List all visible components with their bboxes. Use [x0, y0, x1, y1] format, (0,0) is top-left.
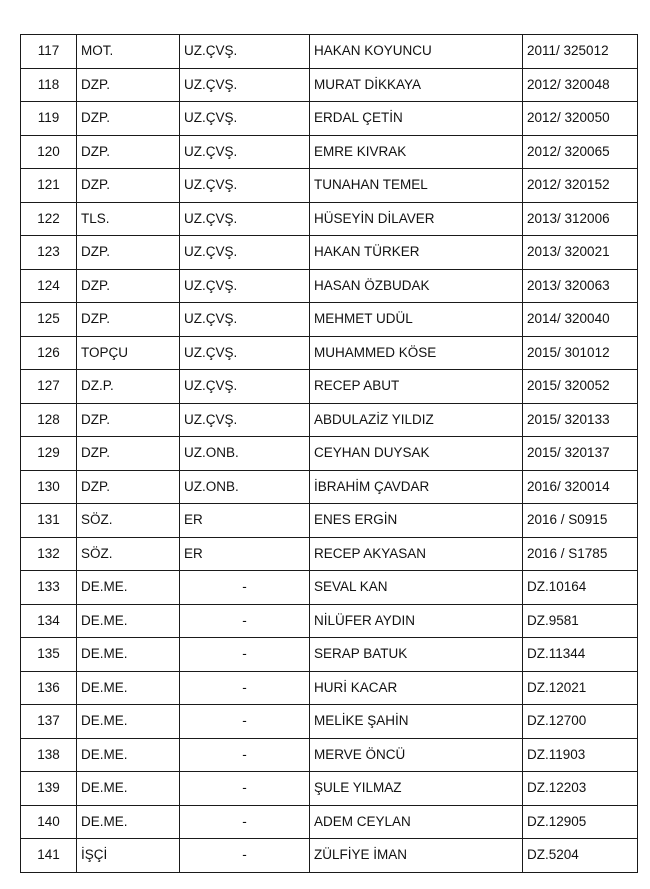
row-number: 128 — [21, 403, 77, 437]
full-name-cell: SEVAL KAN — [310, 571, 523, 605]
rank-cell: UZ.ÇVŞ. — [180, 35, 310, 69]
registry-number-cell: DZ.5204 — [523, 839, 638, 873]
registry-number-cell: 2015/ 320052 — [523, 370, 638, 404]
registry-number-cell: 2015/ 301012 — [523, 336, 638, 370]
row-number: 141 — [21, 839, 77, 873]
registry-number-cell: DZ.11903 — [523, 738, 638, 772]
row-number: 136 — [21, 671, 77, 705]
branch-cell: DZP. — [77, 470, 180, 504]
branch-cell: DZP. — [77, 403, 180, 437]
row-number: 130 — [21, 470, 77, 504]
row-number: 135 — [21, 638, 77, 672]
row-number: 126 — [21, 336, 77, 370]
branch-cell: DE.ME. — [77, 671, 180, 705]
branch-cell: TOPÇU — [77, 336, 180, 370]
branch-cell: DZP. — [77, 269, 180, 303]
registry-number-cell: 2013/ 320063 — [523, 269, 638, 303]
rank-cell: UZ.ONB. — [180, 470, 310, 504]
row-number: 123 — [21, 236, 77, 270]
registry-number-cell: 2012/ 320065 — [523, 135, 638, 169]
rank-cell: - — [180, 604, 310, 638]
branch-cell: DZP. — [77, 169, 180, 203]
row-number: 134 — [21, 604, 77, 638]
full-name-cell: HAKAN TÜRKER — [310, 236, 523, 270]
full-name-cell: İBRAHİM ÇAVDAR — [310, 470, 523, 504]
table-row — [21, 604, 638, 638]
rank-cell: ER — [180, 504, 310, 538]
table-row — [21, 135, 638, 169]
full-name-cell: SERAP BATUK — [310, 638, 523, 672]
row-number: 127 — [21, 370, 77, 404]
rank-cell: UZ.ÇVŞ. — [180, 336, 310, 370]
rank-cell: UZ.ÇVŞ. — [180, 102, 310, 136]
table-row — [21, 236, 638, 270]
full-name-cell: ZÜLFİYE İMAN — [310, 839, 523, 873]
row-number: 120 — [21, 135, 77, 169]
registry-number-cell: DZ.10164 — [523, 571, 638, 605]
table-row — [21, 571, 638, 605]
table-row — [21, 269, 638, 303]
table-row — [21, 370, 638, 404]
row-number: 137 — [21, 705, 77, 739]
rank-cell: UZ.ÇVŞ. — [180, 303, 310, 337]
table-row — [21, 169, 638, 203]
row-number: 132 — [21, 537, 77, 571]
table-row — [21, 403, 638, 437]
table-row — [21, 772, 638, 806]
registry-number-cell: DZ.11344 — [523, 638, 638, 672]
branch-cell: DZP. — [77, 437, 180, 471]
table-row — [21, 336, 638, 370]
branch-cell: DE.ME. — [77, 571, 180, 605]
branch-cell: MOT. — [77, 35, 180, 69]
full-name-cell: HASAN ÖZBUDAK — [310, 269, 523, 303]
branch-cell: DZP. — [77, 68, 180, 102]
full-name-cell: ŞULE YILMAZ — [310, 772, 523, 806]
rank-cell: - — [180, 772, 310, 806]
table-row — [21, 671, 638, 705]
branch-cell: DE.ME. — [77, 604, 180, 638]
table-row — [21, 437, 638, 471]
row-number: 133 — [21, 571, 77, 605]
branch-cell: DE.ME. — [77, 772, 180, 806]
rank-cell: UZ.ÇVŞ. — [180, 202, 310, 236]
table-row — [21, 202, 638, 236]
rank-cell: - — [180, 839, 310, 873]
full-name-cell: HAKAN KOYUNCU — [310, 35, 523, 69]
registry-number-cell: 2013/ 320021 — [523, 236, 638, 270]
rank-cell: - — [180, 738, 310, 772]
row-number: 131 — [21, 504, 77, 538]
row-number: 122 — [21, 202, 77, 236]
rank-cell: UZ.ÇVŞ. — [180, 403, 310, 437]
branch-cell: DZ.P. — [77, 370, 180, 404]
registry-number-cell: 2012/ 320152 — [523, 169, 638, 203]
full-name-cell: CEYHAN DUYSAK — [310, 437, 523, 471]
document-page — [20, 34, 632, 873]
full-name-cell: TUNAHAN TEMEL — [310, 169, 523, 203]
branch-cell: DZP. — [77, 102, 180, 136]
registry-number-cell: DZ.12700 — [523, 705, 638, 739]
table-row — [21, 35, 638, 69]
table-row — [21, 537, 638, 571]
rank-cell: UZ.ÇVŞ. — [180, 370, 310, 404]
row-number: 124 — [21, 269, 77, 303]
full-name-cell: RECEP AKYASAN — [310, 537, 523, 571]
row-number: 140 — [21, 805, 77, 839]
branch-cell: DZP. — [77, 135, 180, 169]
registry-number-cell: 2016 / S0915 — [523, 504, 638, 538]
branch-cell: DE.ME. — [77, 705, 180, 739]
table-row — [21, 102, 638, 136]
registry-number-cell: 2012/ 320048 — [523, 68, 638, 102]
row-number: 139 — [21, 772, 77, 806]
branch-cell: DE.ME. — [77, 738, 180, 772]
rank-cell: ER — [180, 537, 310, 571]
registry-number-cell: DZ.12905 — [523, 805, 638, 839]
full-name-cell: MELİKE ŞAHİN — [310, 705, 523, 739]
full-name-cell: MURAT DİKKAYA — [310, 68, 523, 102]
table-row — [21, 839, 638, 873]
table-row — [21, 470, 638, 504]
table-row — [21, 68, 638, 102]
full-name-cell: ADEM CEYLAN — [310, 805, 523, 839]
rank-cell: UZ.ÇVŞ. — [180, 269, 310, 303]
branch-cell: TLS. — [77, 202, 180, 236]
registry-number-cell: 2015/ 320133 — [523, 403, 638, 437]
rank-cell: - — [180, 671, 310, 705]
full-name-cell: ABDULAZİZ YILDIZ — [310, 403, 523, 437]
personnel-table-body — [21, 35, 638, 873]
branch-cell: DE.ME. — [77, 638, 180, 672]
registry-number-cell: 2015/ 320137 — [523, 437, 638, 471]
row-number: 121 — [21, 169, 77, 203]
row-number: 119 — [21, 102, 77, 136]
branch-cell: SÖZ. — [77, 537, 180, 571]
branch-cell: SÖZ. — [77, 504, 180, 538]
full-name-cell: MEHMET UDÜL — [310, 303, 523, 337]
registry-number-cell: DZ.9581 — [523, 604, 638, 638]
personnel-table — [20, 34, 638, 873]
full-name-cell: MUHAMMED KÖSE — [310, 336, 523, 370]
registry-number-cell: 2016/ 320014 — [523, 470, 638, 504]
rank-cell: UZ.ÇVŞ. — [180, 135, 310, 169]
rank-cell: UZ.ONB. — [180, 437, 310, 471]
rank-cell: - — [180, 571, 310, 605]
row-number: 125 — [21, 303, 77, 337]
registry-number-cell: 2012/ 320050 — [523, 102, 638, 136]
branch-cell: DZP. — [77, 303, 180, 337]
table-row — [21, 738, 638, 772]
full-name-cell: NİLÜFER AYDIN — [310, 604, 523, 638]
rank-cell: - — [180, 705, 310, 739]
full-name-cell: HURİ KACAR — [310, 671, 523, 705]
full-name-cell: HÜSEYİN DİLAVER — [310, 202, 523, 236]
branch-cell: DZP. — [77, 236, 180, 270]
rank-cell: - — [180, 805, 310, 839]
registry-number-cell: 2013/ 312006 — [523, 202, 638, 236]
registry-number-cell: 2016 / S1785 — [523, 537, 638, 571]
table-row — [21, 303, 638, 337]
full-name-cell: ERDAL ÇETİN — [310, 102, 523, 136]
full-name-cell: MERVE ÖNCÜ — [310, 738, 523, 772]
full-name-cell: EMRE KIVRAK — [310, 135, 523, 169]
table-row — [21, 504, 638, 538]
branch-cell: DE.ME. — [77, 805, 180, 839]
full-name-cell: ENES ERGİN — [310, 504, 523, 538]
table-row — [21, 705, 638, 739]
registry-number-cell: DZ.12021 — [523, 671, 638, 705]
full-name-cell: RECEP ABUT — [310, 370, 523, 404]
registry-number-cell: DZ.12203 — [523, 772, 638, 806]
row-number: 138 — [21, 738, 77, 772]
rank-cell: - — [180, 638, 310, 672]
table-row — [21, 805, 638, 839]
row-number: 129 — [21, 437, 77, 471]
registry-number-cell: 2011/ 325012 — [523, 35, 638, 69]
rank-cell: UZ.ÇVŞ. — [180, 169, 310, 203]
branch-cell: İŞÇİ — [77, 839, 180, 873]
table-row — [21, 638, 638, 672]
rank-cell: UZ.ÇVŞ. — [180, 68, 310, 102]
rank-cell: UZ.ÇVŞ. — [180, 236, 310, 270]
row-number: 118 — [21, 68, 77, 102]
registry-number-cell: 2014/ 320040 — [523, 303, 638, 337]
row-number: 117 — [21, 35, 77, 69]
